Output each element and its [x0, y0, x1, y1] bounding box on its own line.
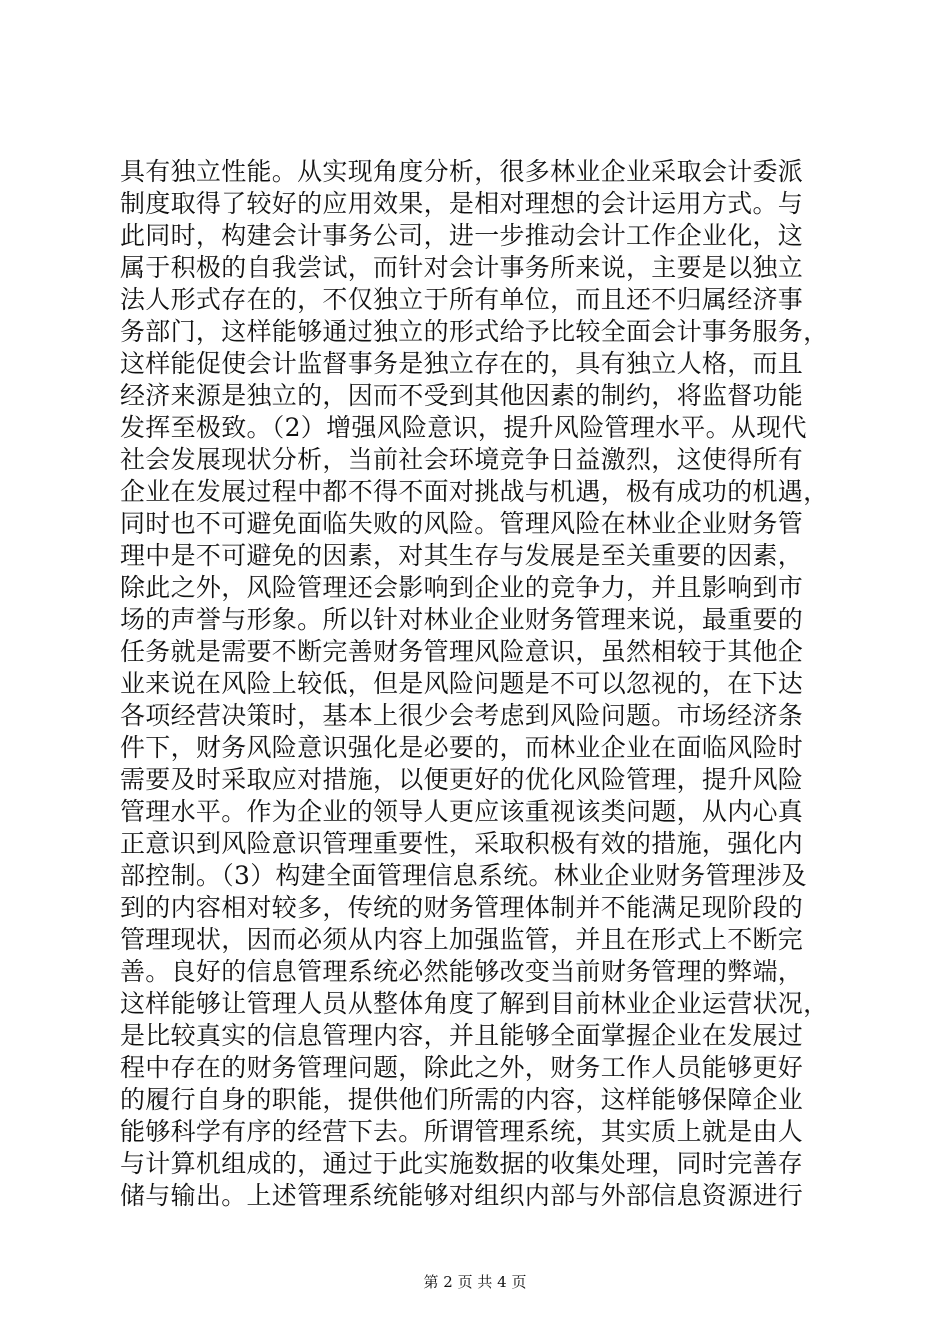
text-line: 是比较真实的信息管理内容，并且能够全面掌握企业在发展过 — [120, 1021, 804, 1050]
text-line: 企业在发展过程中都不得不面对挑战与机遇，极有成功的机遇， — [120, 477, 829, 506]
text-line: 需要及时采取应对措施，以便更好的优化风险管理，提升风险 — [120, 765, 804, 794]
text-line: 这样能促使会计监督事务是独立存在的，具有独立人格，而且 — [120, 349, 804, 378]
text-line: 制度取得了较好的应用效果，是相对理想的会计运用方式。与 — [120, 189, 804, 218]
text-line: 经济来源是独立的，因而不受到其他因素的制约，将监督功能 — [120, 381, 804, 410]
text-line: 社会发展现状分析，当前社会环境竞争日益激烈，这使得所有 — [120, 445, 804, 474]
text-line: 除此之外，风险管理还会影响到企业的竞争力，并且影响到市 — [120, 573, 804, 602]
text-line: 同时也不可避免面临失败的风险。管理风险在林业企业财务管 — [120, 509, 804, 538]
text-line: 到的内容相对较多，传统的财务管理体制并不能满足现阶段的 — [120, 893, 804, 922]
text-line: 管理现状，因而必须从内容上加强监管，并且在形式上不断完 — [120, 925, 804, 954]
text-line: 管理水平。作为企业的领导人更应该重视该类问题，从内心真 — [120, 797, 804, 826]
text-line: 这样能够让管理人员从整体角度了解到目前林业企业运营状况， — [120, 989, 829, 1018]
text-line: 务部门，这样能够通过独立的形式给予比较全面会计事务服务， — [120, 317, 829, 346]
text-line: 的履行自身的职能，提供他们所需的内容，这样能够保障企业 — [120, 1085, 804, 1114]
text-line: 此同时，构建会计事务公司，进一步推动会计工作企业化，这 — [120, 221, 804, 250]
text-line: 能够科学有序的经营下去。所谓管理系统，其实质上就是由人 — [120, 1117, 804, 1146]
text-line: 储与输出。上述管理系统能够对组织内部与外部信息资源进行 — [120, 1181, 804, 1210]
text-line: 各项经营决策时，基本上很少会考虑到风险问题。市场经济条 — [120, 701, 804, 730]
text-line: 理中是不可避免的因素，对其生存与发展是至关重要的因素， — [120, 541, 804, 570]
text-line: 善。良好的信息管理系统必然能够改变当前财务管理的弊端， — [120, 957, 804, 986]
text-line: 程中存在的财务管理问题，除此之外，财务工作人员能够更好 — [120, 1053, 804, 1082]
text-line: 属于积极的自我尝试，而针对会计事务所来说，主要是以独立 — [120, 253, 804, 282]
text-line: 正意识到风险意识管理重要性，采取积极有效的措施，强化内 — [120, 829, 804, 858]
text-line: 与计算机组成的，通过于此实施数据的收集处理，同时完善存 — [120, 1149, 804, 1178]
text-line: 法人形式存在的，不仅独立于所有单位，而且还不归属经济事 — [120, 285, 804, 314]
text-line: 任务就是需要不断完善财务管理风险意识，虽然相较于其他企 — [120, 637, 804, 666]
text-line: 发挥至极致。（2）增强风险意识，提升风险管理水平。从现代 — [120, 413, 807, 442]
text-line: 部控制。（3）构建全面管理信息系统。林业企业财务管理涉及 — [120, 861, 807, 890]
page-footer: 第 2 页 共 4 页 — [423, 1273, 527, 1291]
text-line: 件下，财务风险意识强化是必要的，而林业企业在面临风险时 — [120, 733, 804, 762]
text-line: 场的声誉与形象。所以针对林业企业财务管理来说，最重要的 — [120, 605, 804, 634]
body-text — [120, 156, 840, 1212]
text-line: 业来说在风险上较低，但是风险问题是不可以忽视的，在下达 — [120, 669, 804, 698]
text-line: 具有独立性能。从实现角度分析，很多林业企业采取会计委派 — [120, 157, 804, 186]
